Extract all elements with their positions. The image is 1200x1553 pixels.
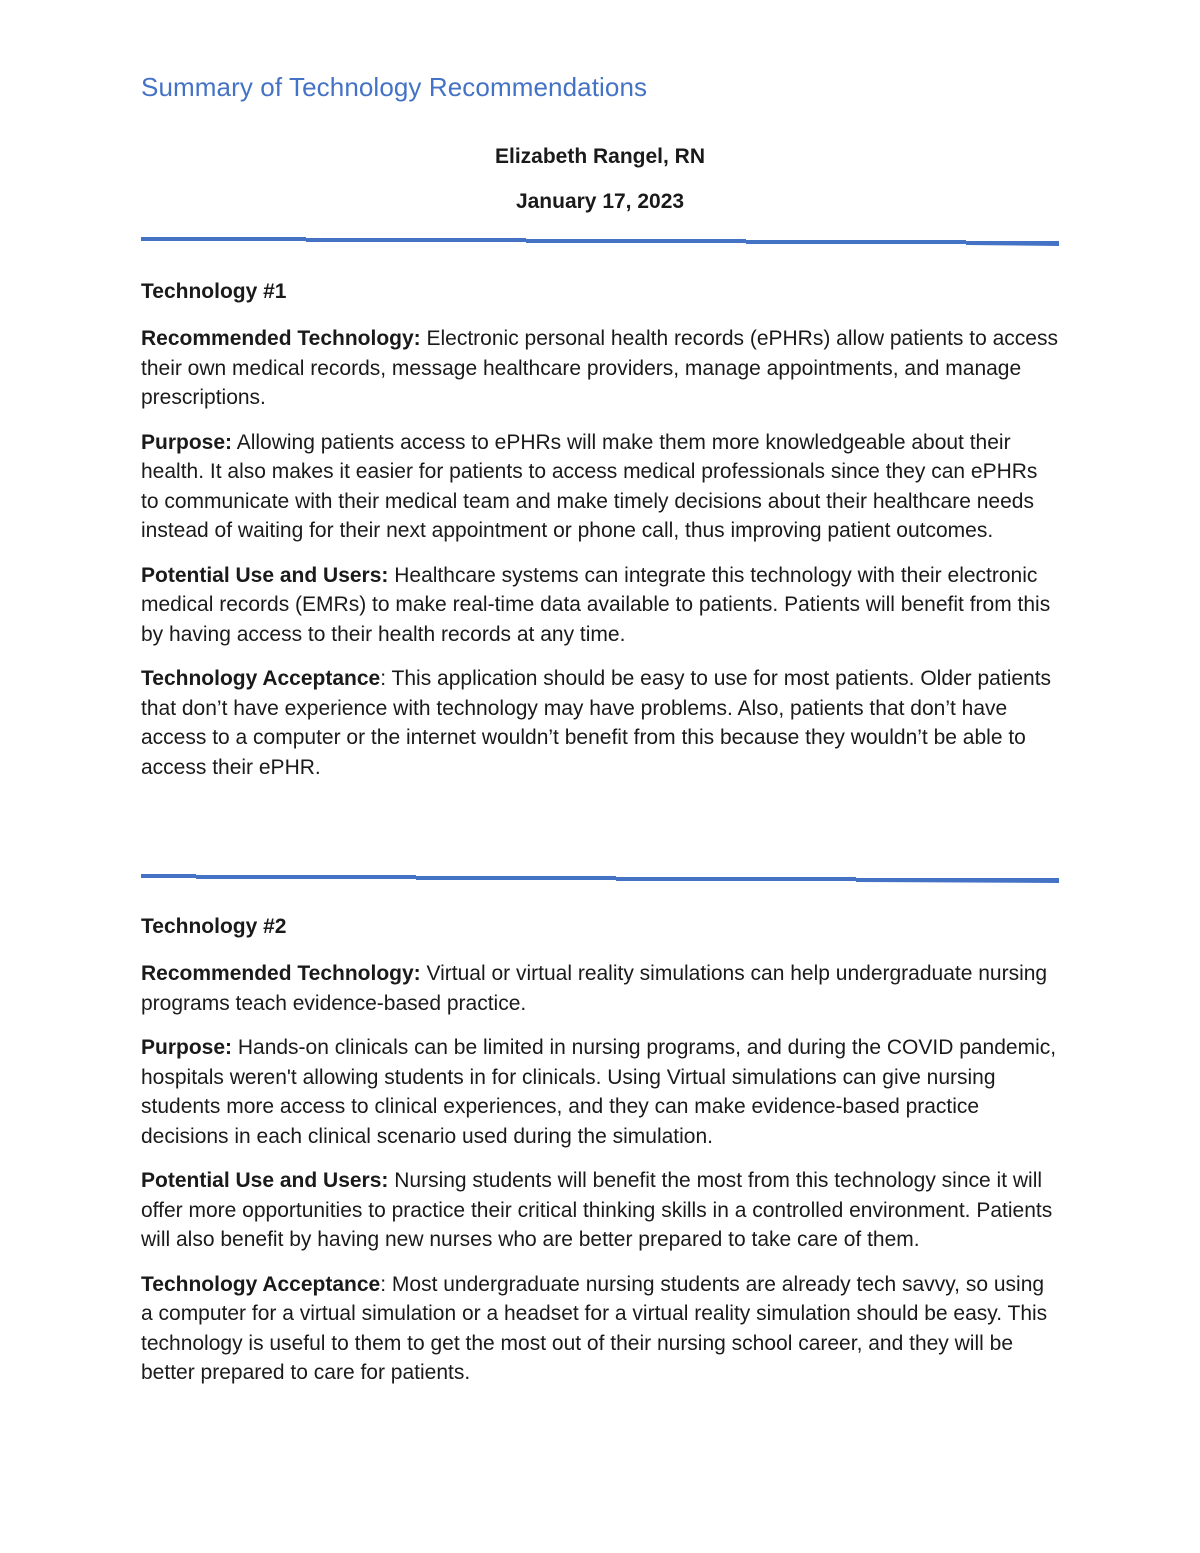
recommended-technology-text: Electronic personal health records (ePHRs) allow patients to access their own medical records, message healthcare providers, manage appointments, and manage prescriptions. bbox=[141, 327, 1058, 409]
potential-use-label: Potential Use and Users: bbox=[141, 563, 389, 587]
potential-use-label: Potential Use and Users: bbox=[141, 1169, 389, 1192]
purpose-label: Purpose: bbox=[141, 430, 233, 454]
technology-acceptance-paragraph bbox=[141, 664, 1059, 782]
recommended-technology-paragraph bbox=[141, 324, 1059, 413]
technology-acceptance-text: : Most undergraduate nursing students are already tech savvy, so using a computer for a virtual simulation or a headset for a virtual reality simulation should be easy. This technology is useful to them to get the most out of their nursing school career, and they will be better prepared to care for patients. bbox=[141, 1272, 1048, 1384]
technology-acceptance-paragraph bbox=[141, 1270, 1059, 1388]
section-divider-1 bbox=[141, 234, 1059, 248]
purpose-label: Purpose: bbox=[141, 1036, 233, 1059]
recommended-technology-paragraph bbox=[141, 959, 1059, 1018]
purpose-paragraph bbox=[141, 428, 1059, 546]
recommended-technology-text: Virtual or virtual reality simulations can help undergraduate nursing programs teach evidence-based practice. bbox=[141, 962, 1048, 1015]
potential-use-text: Healthcare systems can integrate this technology with their electronic medical records (EMRs) to make real-time data available to patients. Patients will benefit from this by having access to their health records at any time. bbox=[141, 563, 1051, 646]
section-divider-2 bbox=[141, 871, 1059, 885]
recommended-technology-label: Recommended Technology: bbox=[141, 327, 421, 350]
potential-use-paragraph bbox=[141, 561, 1059, 650]
technology-acceptance-text: : This application should be easy to use for most patients. Older patients that don’t have experience with technology may have problems. Also, patients that don’t have access to a computer or the internet wouldn’t benefit from this because they wouldn’t be able to access their ePHR. bbox=[141, 667, 1052, 779]
technology-acceptance-label: Technology Acceptance bbox=[141, 1272, 381, 1296]
potential-use-text: Nursing students will benefit the most from this technology since it will offer more opportunities to practice their critical thinking skills in a controlled environment. Patients will also benefit by having new nurses who are better prepared to take care of them. bbox=[141, 1169, 1053, 1251]
purpose-text: Allowing patients access to ePHRs will make them more knowledgeable about their health. It also makes it easier for patients to access medical professionals since they can ePHRs to communicate with their medical team and make timely decisions about their healthcare needs instead of waiting for their next appointment or phone call, thus improving patient outcomes. bbox=[141, 430, 1038, 542]
document-date: January 17, 2023 bbox=[515, 190, 685, 213]
recommended-technology-label: Recommended Technology: bbox=[141, 962, 421, 985]
document-title: Summary of Technology Recommendations bbox=[141, 72, 648, 102]
technology-section-2 bbox=[141, 914, 1059, 1403]
technology-section-1 bbox=[141, 279, 1059, 797]
technology-heading: Technology #2 bbox=[141, 915, 287, 938]
technology-heading: Technology #1 bbox=[141, 280, 287, 303]
purpose-paragraph bbox=[141, 1033, 1059, 1151]
purpose-text: Hands-on clinicals can be limited in nursing programs, and during the COVID pandemic, hospitals weren't allowing students in for clinicals. Using Virtual simulations can give nursing students more access to clinical experiences, and they can make evidence-based practice decisions in each clinical scenario used during the simulation. bbox=[141, 1036, 1057, 1148]
author-name: Elizabeth Rangel, RN bbox=[494, 145, 706, 168]
potential-use-paragraph bbox=[141, 1166, 1059, 1255]
technology-acceptance-label: Technology Acceptance bbox=[141, 667, 381, 690]
